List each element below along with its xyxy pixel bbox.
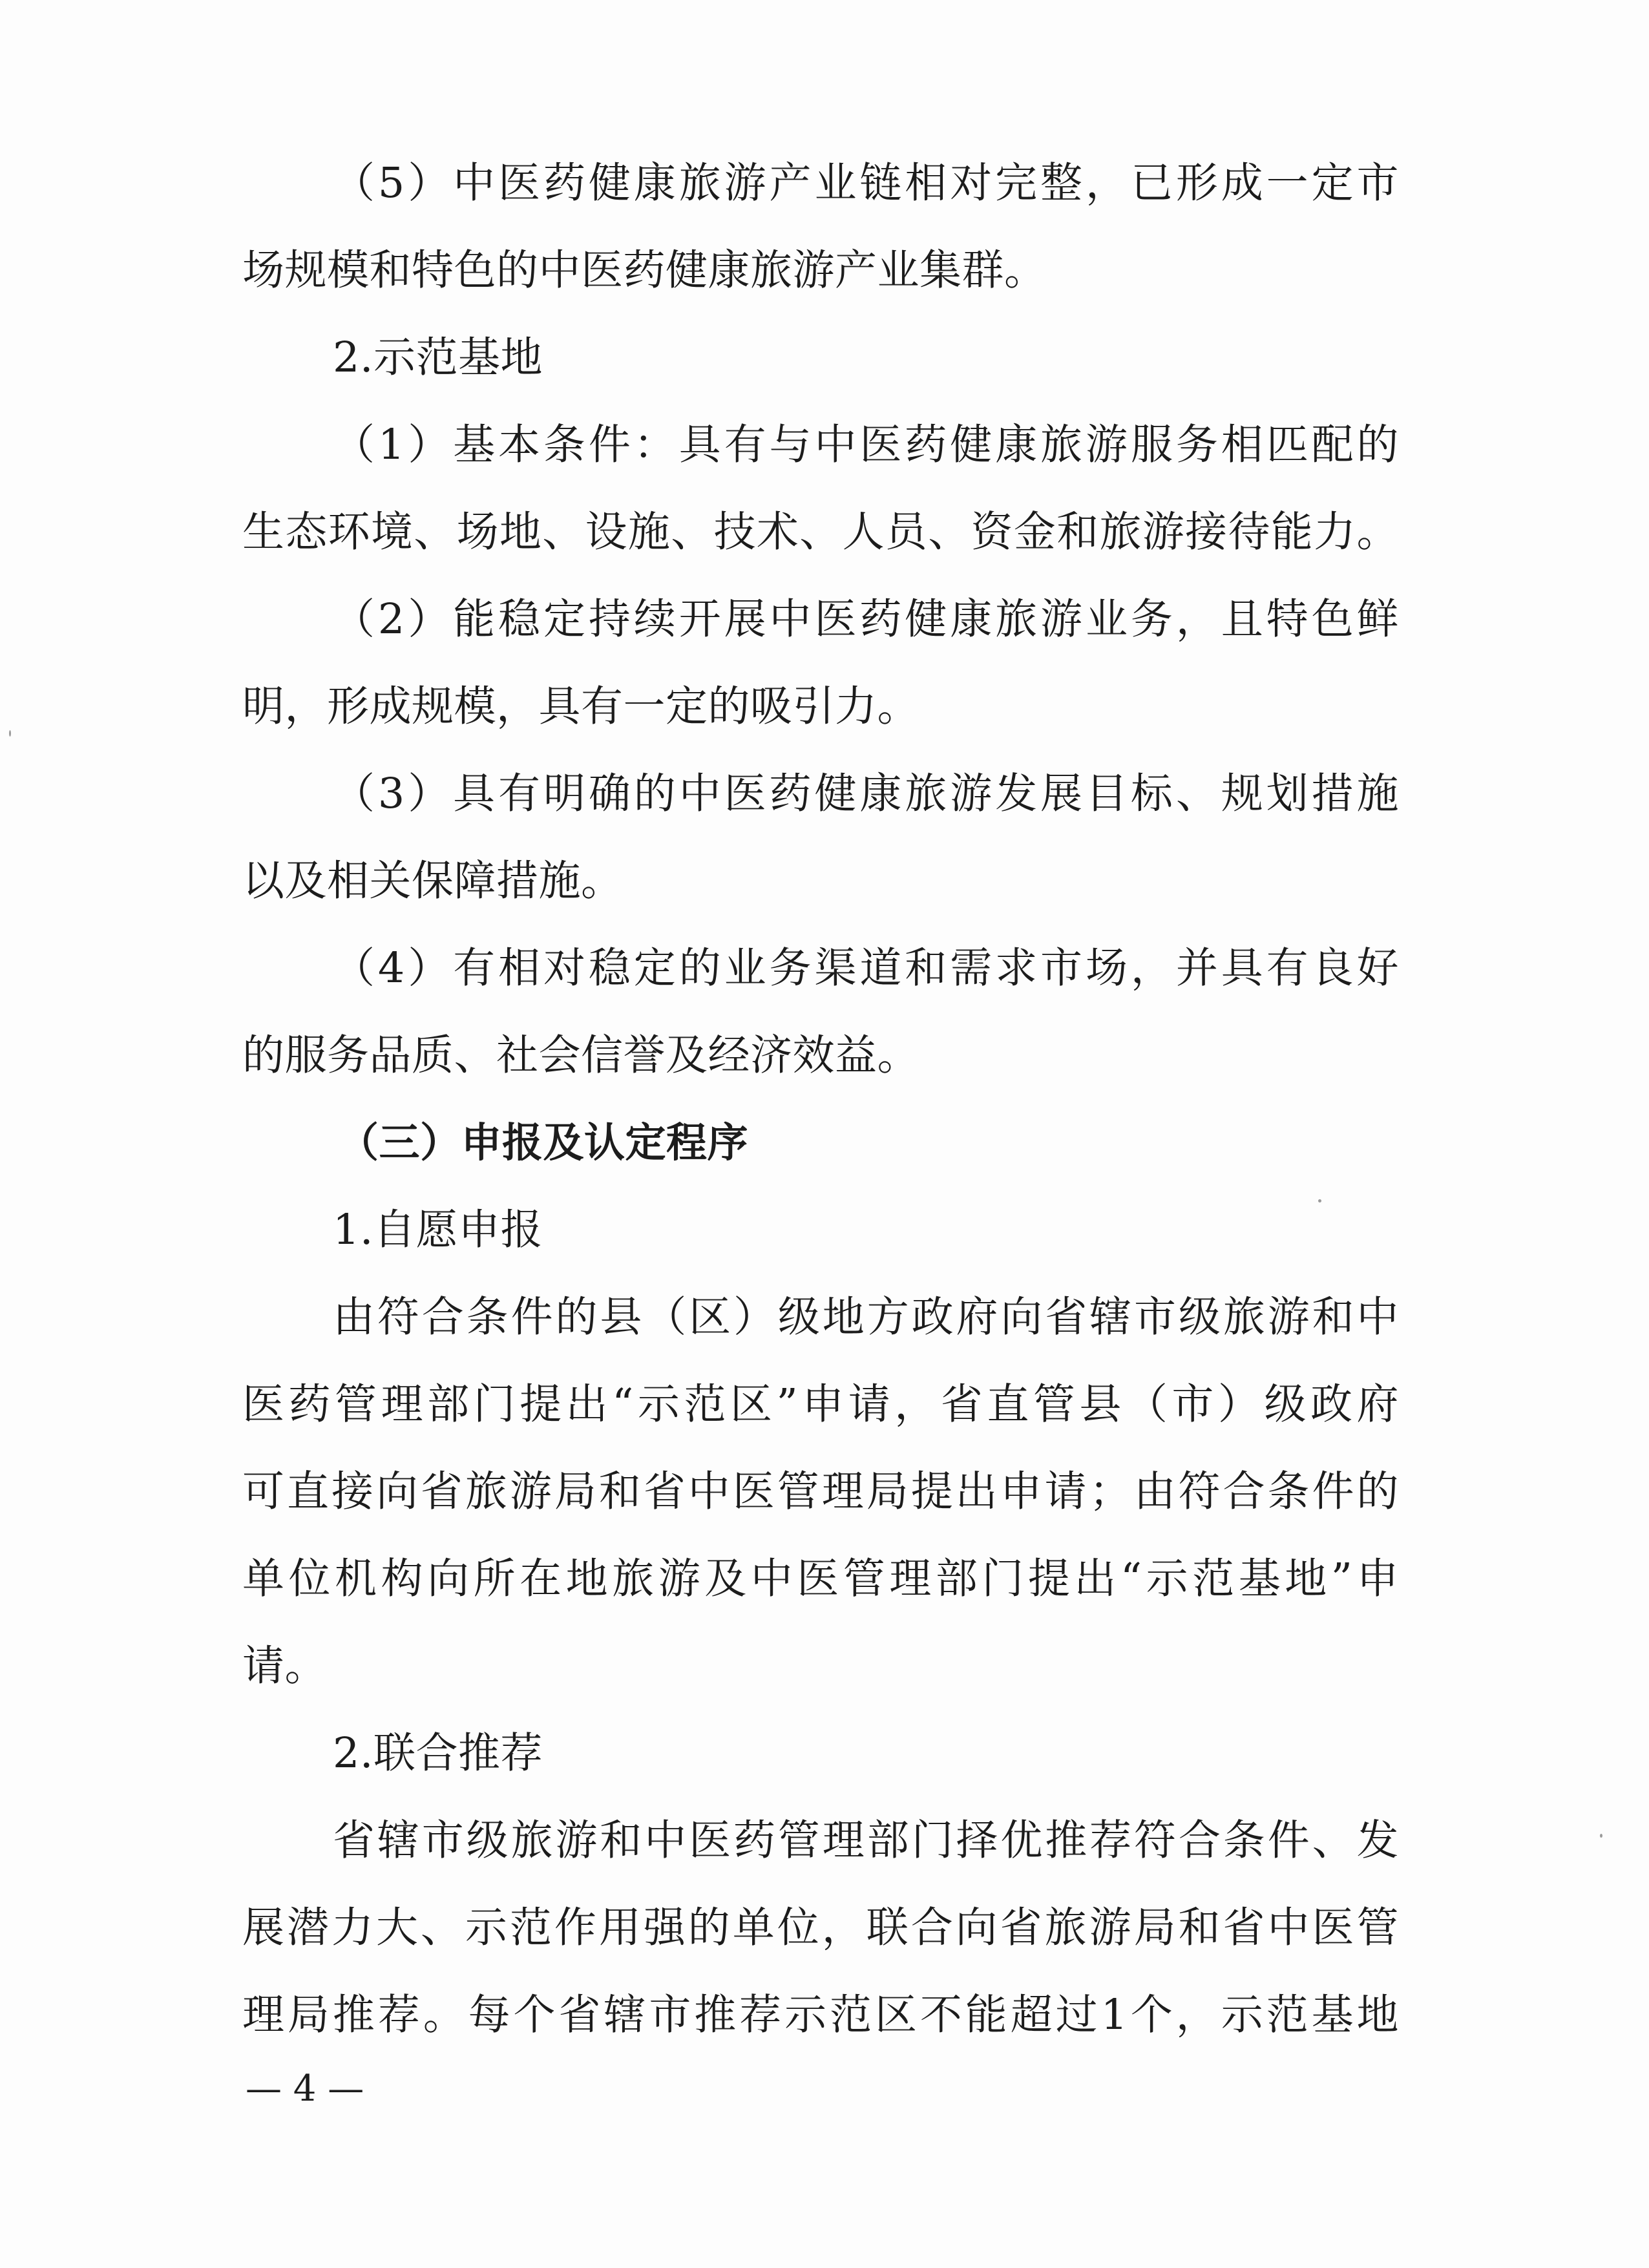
- paragraph-line: （1）基本条件：具有与中医药健康旅游服务相匹配的: [333, 421, 1399, 469]
- paragraph-line: 以及相关保障措施。: [242, 857, 624, 905]
- paragraph-line: （4）有相对稳定的业务渠道和需求市场，并具有良好: [333, 944, 1399, 992]
- paragraph-line: 明，形成规模，具有一定的吸引力。: [242, 682, 920, 731]
- paragraph-line: 可直接向省旅游局和省中医管理局提出申请；由符合条件的: [242, 1467, 1399, 1516]
- page-number: — 4 —: [246, 2068, 364, 2110]
- section-heading: （三）申报及认定程序: [338, 1119, 748, 1166]
- paragraph-line: 单位机构向所在地旅游及中医管理部门提出“示范基地”申: [242, 1555, 1399, 1603]
- paragraph-line: 理局推荐。每个省辖市推荐示范区不能超过1个，示范基地: [242, 1991, 1399, 2039]
- paragraph-line: 省辖市级旅游和中医药管理部门择优推荐符合条件、发: [333, 1816, 1399, 1865]
- paragraph-line: 展潜力大、示范作用强的单位，联合向省旅游局和省中医管: [242, 1904, 1399, 1952]
- scan-speck: [9, 730, 11, 737]
- paragraph-line: 医药管理部门提出“示范区”申请，省直管县（市）级政府: [242, 1380, 1399, 1429]
- paragraph-line: （3）具有明确的中医药健康旅游发展目标、规划措施: [333, 770, 1399, 818]
- subsection-heading: 2.联合推荐: [333, 1729, 543, 1778]
- paragraph-line: 场规模和特色的中医药健康旅游产业集群。: [242, 246, 1047, 295]
- scan-speck: [1318, 1199, 1321, 1202]
- scan-speck: [1600, 1834, 1602, 1838]
- paragraph-line: 的服务品质、社会信誉及经济效益。: [242, 1031, 920, 1080]
- paragraph-line: 生态环境、场地、设施、技术、人员、资金和旅游接待能力。: [242, 508, 1399, 556]
- subsection-heading: 1.自愿申报: [333, 1206, 543, 1254]
- paragraph-line: 请。: [242, 1642, 328, 1690]
- paragraph-line: 由符合条件的县（区）级地方政府向省辖市级旅游和中: [333, 1293, 1399, 1341]
- subsection-heading: 2.示范基地: [333, 333, 543, 382]
- paragraph-line: （5）中医药健康旅游产业链相对完整，已形成一定市: [333, 159, 1399, 207]
- paragraph-line: （2）能稳定持续开展中医药健康旅游业务，且特色鲜: [333, 595, 1399, 644]
